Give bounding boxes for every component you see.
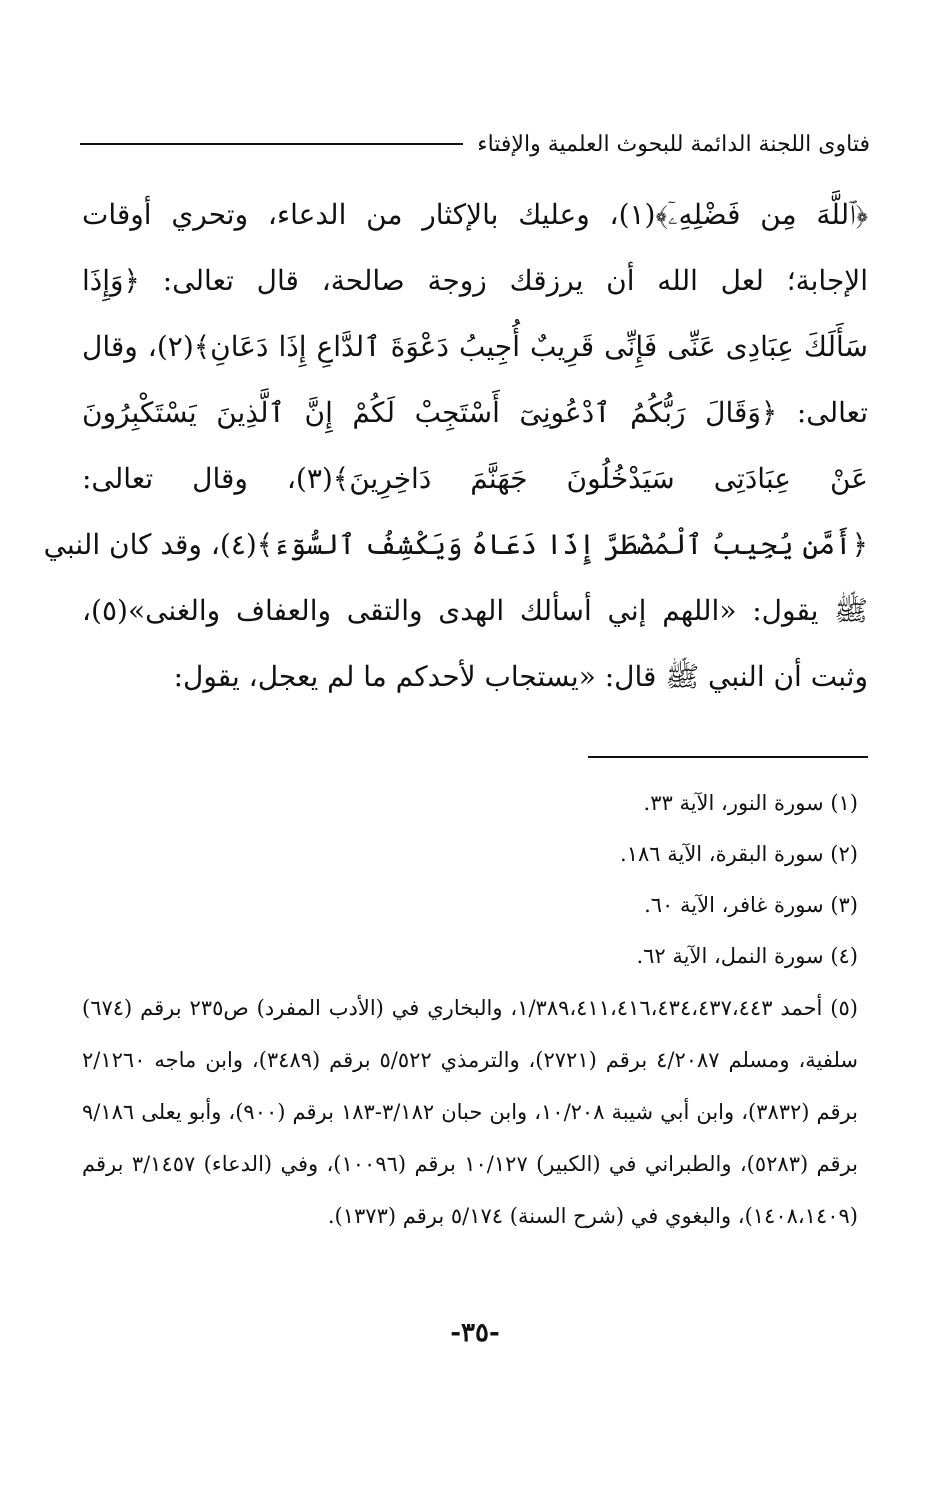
header-rule — [80, 143, 463, 145]
footnote: (٢) سورة البقرة، الآية ١٨٦. — [620, 842, 858, 866]
footnote-separator — [588, 756, 868, 758]
text-line: وثبت أن النبي ﷺ قال: «يستجاب لأحدكم ما لم يعجل، يقول: — [173, 660, 868, 693]
footnote-hadith-sources: (٥) أحمد ١/٣٨٩،٤١١،٤١٦،٤٣٤،٤٣٧،٤٤٣، والبخاري في (الأدب المفرد) ص٢٣٥ برقم (٦٧٤) سلفية، ومسلم ٤/٢٠٨٧ برقم (٢٧٢١)، والترمذي ٥/٥٢٢ برقم (٣٤٨٩)، وابن ماجه ٢/١٢٦٠ برقم (٣٨٣٢)، وابن أبي شيبة ١٠/٢٠٨، وابن حبان ٣/١٨٢-١٨٣ برقم (٩٠٠)، وأبو يعلى ٩/١٨٦ برقم (٥٢٨٣)، والطبراني في (الكبير) ١٠/١٢٧ برقم (١٠٠٩٦)، وفي (الدعاء) ٣/١٤٥٧ برقم (١٤٠٨،١٤٠٩)، والبغوي في (شرح السنة) ٥/١٧٤ برقم (١٣٧٣). — [82, 996, 858, 1228]
text-line: ﴿أَمَّن يُجِيبُ ٱلْمُضْطَرَّ إِذَا دَعَاهُ وَيَكْشِفُ ٱلسُّوٓءَ﴾(٤)، وقد كان النبي — [43, 528, 868, 561]
main-text — [43, 182, 868, 710]
text-line: ﴿ٱللَّهَ مِن فَضْلِهِۦٓ﴾(١)، وعليك بالإكثار من الدعاء، وتحري أوقات — [82, 198, 868, 231]
text-line: تعالى: ﴿وَقَالَ رَبُّكُمُ ٱدْعُونِىٓ أَسْتَجِبْ لَكُمْ إِنَّ ٱلَّذِينَ يَسْتَكْبِرُونَ — [82, 396, 868, 429]
text-line: الإجابة؛ لعل الله أن يرزقك زوجة صالحة، قال تعالى: ﴿وَإِذَا — [82, 264, 868, 297]
text-line: سَأَلَكَ عِبَادِى عَنِّى فَإِنِّى قَرِيبٌ أُجِيبُ دَعْوَةَ ٱلدَّاعِ إِذَا دَعَانِ﴾(٢)، وقال — [82, 330, 868, 363]
footnote: (٤) سورة النمل، الآية ٦٢. — [636, 944, 858, 968]
footnote: (٣) سورة غافر، الآية ٦٠. — [644, 893, 858, 917]
page-number: -٣٥- — [450, 1318, 500, 1348]
footnote: (١) سورة النور، الآية ٣٣. — [643, 791, 858, 815]
text-line: ﷺ يقول: «اللهم إني أسألك الهدى والتقى والعفاف والغنى»(٥)، — [82, 594, 868, 627]
footnotes — [82, 778, 858, 1242]
text-line: عَنْ عِبَادَتِى سَيَدْخُلُونَ جَهَنَّمَ دَاخِرِينَ﴾(٣)، وقال تعالى: — [82, 462, 868, 495]
header-title: فتاوى اللجنة الدائمة للبحوث العلمية والإفتاء — [477, 131, 870, 157]
running-header — [80, 124, 870, 164]
